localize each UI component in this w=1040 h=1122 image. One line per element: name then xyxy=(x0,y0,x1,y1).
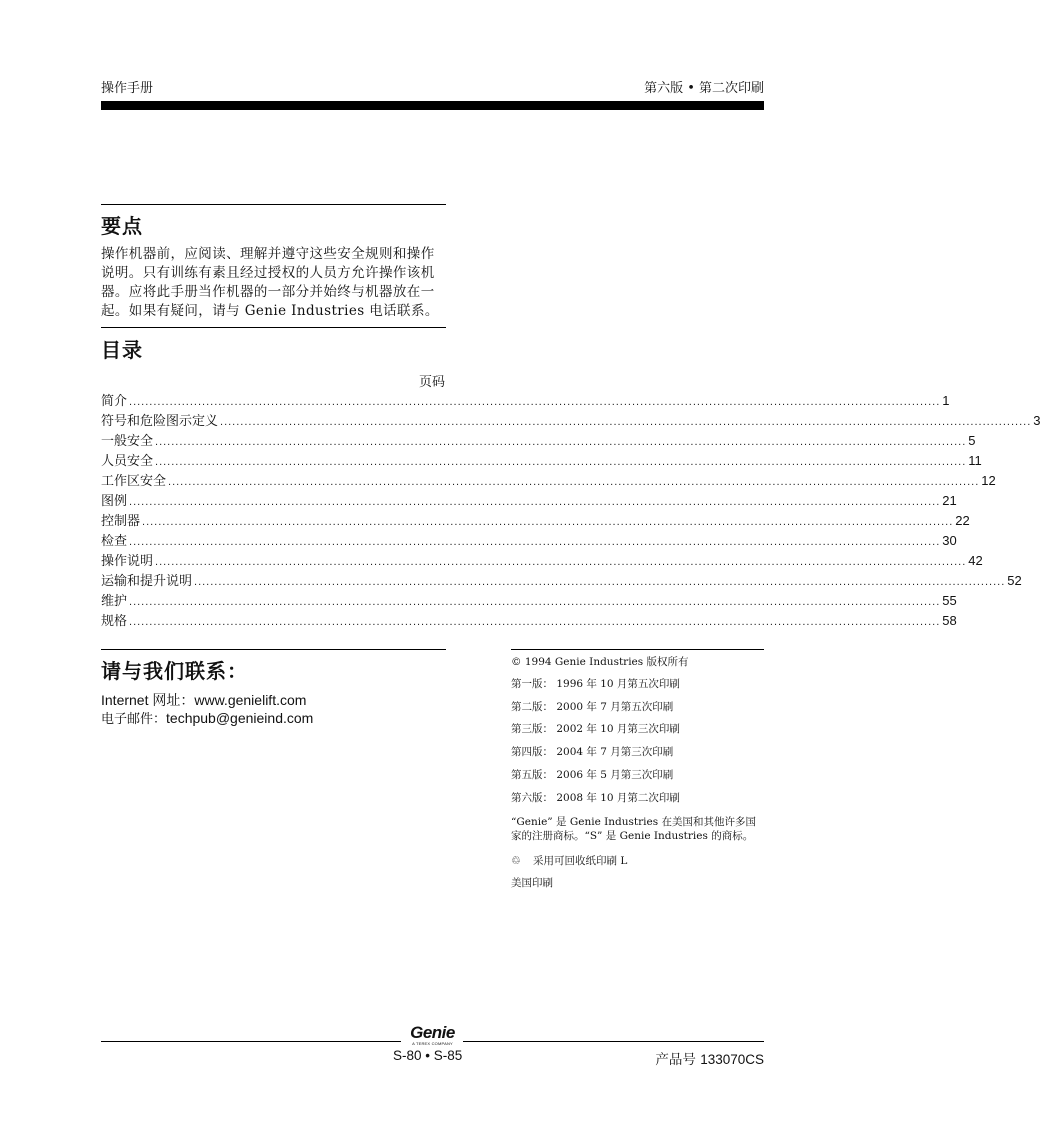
section-divider-copyright xyxy=(511,649,764,650)
toc-leader-dots: ........................................................................................................................................................................................................ xyxy=(155,436,967,448)
toc-entry-page: 12 xyxy=(981,473,996,488)
section-divider-contact xyxy=(101,649,446,650)
toc-entry-page: 52 xyxy=(1007,573,1022,588)
toc-leader-dots: ........................................................................................................................................................................................................ xyxy=(142,516,954,528)
edition-line: 第五版： 2006 年 5 月第三次印刷 xyxy=(511,769,674,782)
important-heading: 要点 xyxy=(101,214,143,238)
toc-list xyxy=(101,390,1040,630)
header-manual-title: 操作手册 xyxy=(101,81,154,96)
toc-entry-page: 30 xyxy=(942,533,957,548)
toc-entry[interactable] xyxy=(101,390,950,410)
toc-leader-dots: ........................................................................................................................................................................................................ xyxy=(155,556,967,568)
printed-in: 美国印刷 xyxy=(511,877,553,890)
toc-entry-page: 1 xyxy=(942,393,950,408)
toc-entry[interactable] xyxy=(101,530,957,550)
edition-line: 第四版： 2004 年 7 月第三次印刷 xyxy=(511,746,674,759)
toc-entry-page: 11 xyxy=(968,453,982,468)
edition-line: 第二版： 2000 年 7 月第五次印刷 xyxy=(511,700,674,713)
toc-heading: 目录 xyxy=(101,338,143,362)
toc-entry-label: 人员安全 xyxy=(101,454,154,469)
toc-entry-page: 55 xyxy=(942,593,957,608)
part-number-label: 产品号 xyxy=(655,1052,696,1068)
email-line xyxy=(101,709,313,729)
toc-entry-page: 5 xyxy=(968,433,976,448)
toc-entry[interactable] xyxy=(101,490,957,510)
part-number-line xyxy=(655,1048,764,1068)
toc-leader-dots: ........................................................................................................................................................................................................ xyxy=(129,596,941,608)
copyright-block xyxy=(511,654,765,894)
contact-heading: 请与我们联系： xyxy=(101,659,248,683)
toc-entry-label: 图例 xyxy=(101,494,128,509)
toc-leader-dots: ........................................................................................................................................................................................................ xyxy=(220,416,1032,428)
important-body: 操作机器前，应阅读、理解并遵守这些安全规则和操作说明。只有训练有素且经过授权的人员方允许操作该机器。应将此手册当作机器的一部分并始终与机器放在一起。如果有疑问，请与 Genie Industries 电话联系。 xyxy=(101,246,439,319)
toc-entry-label: 符号和危险图示定义 xyxy=(101,414,219,429)
internet-label: Internet 网址： xyxy=(101,692,195,708)
toc-leader-dots: ........................................................................................................................................................................................................ xyxy=(129,496,941,508)
toc-entry[interactable] xyxy=(101,470,996,490)
toc-page-column-label: 页码 xyxy=(418,375,445,390)
toc-entry[interactable] xyxy=(101,570,1022,590)
toc-entry[interactable] xyxy=(101,610,957,630)
logo-tagline: A TEREX COMPANY xyxy=(412,1041,453,1046)
footer-rule-left xyxy=(101,1041,401,1042)
toc-leader-dots: ........................................................................................................................................................................................................ xyxy=(129,616,941,628)
toc-leader-dots: ........................................................................................................................................................................................................ xyxy=(129,536,941,548)
logo-wordmark: Genie xyxy=(410,1023,455,1042)
toc-entry-label: 检查 xyxy=(101,534,128,549)
internet-line xyxy=(101,691,313,709)
toc-entry[interactable] xyxy=(101,450,982,470)
recycle-icon: ♲ xyxy=(511,853,521,867)
email-link[interactable]: techpub@genieind.com xyxy=(166,710,314,726)
section-divider-important xyxy=(101,204,446,205)
toc-leader-dots: ........................................................................................................................................................................................................ xyxy=(194,576,1006,588)
toc-entry[interactable] xyxy=(101,510,970,530)
toc-entry[interactable] xyxy=(101,550,983,570)
toc-entry-label: 控制器 xyxy=(101,514,141,529)
toc-leader-dots: ........................................................................................................................................................................................................ xyxy=(155,456,967,468)
toc-entry-label: 操作说明 xyxy=(101,554,154,569)
header-bar xyxy=(101,101,764,110)
genie-logo xyxy=(405,1024,460,1046)
toc-entry[interactable] xyxy=(101,410,1040,430)
toc-entry-label: 规格 xyxy=(101,614,128,629)
header-edition: 第六版 • 第二次印刷 xyxy=(644,81,764,96)
contact-block xyxy=(101,691,313,729)
toc-entry[interactable] xyxy=(101,430,976,450)
toc-entry-label: 维护 xyxy=(101,594,128,609)
trademark-notice: “Genie” 是 Genie Industries 在美国和其他许多国家的注册商标。“S” 是 Genie Industries 的商标。 xyxy=(511,815,756,842)
toc-entry-page: 22 xyxy=(955,513,970,528)
toc-entry[interactable] xyxy=(101,590,957,610)
edition-line: 第六版： 2008 年 10 月第二次印刷 xyxy=(511,791,680,804)
toc-entry-label: 运输和提升说明 xyxy=(101,574,193,589)
internet-link[interactable]: www.genielift.com xyxy=(194,692,307,708)
toc-entry-label: 简介 xyxy=(101,394,128,409)
recycled-text: 采用可回收纸印刷 L xyxy=(533,854,628,867)
toc-leader-dots: ........................................................................................................................................................................................................ xyxy=(168,476,980,488)
edition-line: 第一版： 1996 年 10 月第五次印刷 xyxy=(511,677,680,690)
recycled-line xyxy=(511,849,765,872)
toc-leader-dots: ........................................................................................................................................................................................................ xyxy=(129,396,941,408)
footer-rule-right xyxy=(463,1041,764,1042)
toc-entry-label: 工作区安全 xyxy=(101,474,167,489)
toc-entry-page: 58 xyxy=(942,613,957,628)
toc-entry-page: 3 xyxy=(1033,413,1040,428)
model-numbers: S-80 • S-85 xyxy=(393,1048,463,1063)
toc-entry-page: 21 xyxy=(942,493,957,508)
toc-entry-label: 一般安全 xyxy=(101,434,154,449)
section-divider-toc xyxy=(101,327,446,328)
part-number: 133070CS xyxy=(700,1052,764,1067)
email-label: 电子邮件： xyxy=(101,712,167,727)
copyright-line: © 1994 Genie Industries 版权所有 xyxy=(511,655,689,668)
edition-line: 第三版： 2002 年 10 月第三次印刷 xyxy=(511,723,680,736)
edition-list xyxy=(511,672,765,809)
toc-entry-page: 42 xyxy=(968,553,983,568)
